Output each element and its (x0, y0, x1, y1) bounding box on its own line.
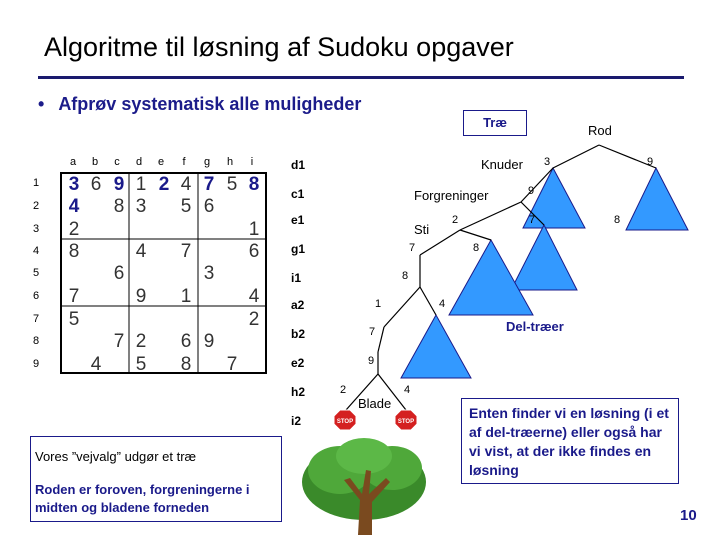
branch-number: 7 (409, 242, 416, 254)
bullet-text: Afprøv systematisk alle muligheder (58, 94, 362, 114)
sudoku-cell: 7 (68, 286, 80, 307)
tree-explanation-line2: Roden er foroven, forgreningerne i midten og bladene forneden (35, 482, 250, 515)
branch-number: 9 (368, 355, 375, 367)
sudoku-cell: 1 (248, 219, 260, 240)
leaves-label: Blade (358, 396, 392, 411)
path-label: d1 (291, 158, 306, 172)
sudoku-cell: 7 (203, 174, 215, 195)
bullet-dot: • (38, 94, 45, 114)
path-label: h2 (291, 385, 306, 399)
stop-sign-label: STOP (397, 419, 415, 425)
sudoku-cell: 6 (90, 174, 102, 195)
sudoku-cell: 8 (180, 354, 192, 375)
stop-sign-right (395, 410, 417, 430)
sudoku-cell: 3 (68, 174, 80, 195)
subtree-triangle (511, 225, 577, 290)
column-header: g (203, 156, 211, 168)
row-header: 9 (32, 358, 40, 370)
tree-icon (302, 438, 426, 535)
sudoku-cell: 2 (68, 219, 80, 240)
root-label: Rod (588, 123, 612, 138)
tree-label-box: Træ (463, 110, 527, 136)
subtrees-label: Del-træer (506, 319, 564, 334)
tree-explanation-line1: Vores ”vejvalg” udgør et træ (35, 449, 197, 464)
sudoku-cell: 2 (158, 174, 170, 195)
sudoku-cell: 8 (68, 241, 80, 262)
column-header: b (91, 156, 99, 168)
stop-sign-label: STOP (336, 419, 354, 425)
row-header: 7 (32, 313, 40, 325)
sudoku-cell: 6 (113, 263, 125, 284)
path-label: a2 (291, 298, 305, 312)
sudoku-cell: 4 (248, 286, 260, 307)
column-header: f (182, 156, 186, 168)
path-label: e2 (291, 356, 305, 370)
sudoku-cell: 1 (180, 286, 192, 307)
branch-number: 7 (529, 214, 536, 226)
column-header: c (114, 156, 120, 168)
sudoku-cell: 6 (180, 331, 192, 352)
row-header: 2 (32, 200, 40, 212)
page-number: 10 (680, 507, 697, 524)
path-label: i1 (291, 271, 302, 285)
sudoku-cell: 9 (135, 286, 147, 307)
column-header: d (135, 156, 143, 168)
result-explanation-box: Enten finder vi en løsning (i et af del-træerne) eller også har vi vist, at der ikke findes en løsning (461, 398, 679, 484)
sudoku-cell: 2 (248, 309, 260, 330)
sudoku-cell: 9 (113, 174, 125, 195)
sudoku-cell: 6 (203, 196, 215, 217)
sudoku-cell: 5 (135, 354, 147, 375)
column-header: a (69, 156, 77, 168)
branch-number: 2 (340, 384, 347, 396)
path-label-sti: Sti (414, 222, 430, 237)
branch-number: 8 (614, 214, 621, 226)
sudoku-cell: 5 (68, 309, 80, 330)
path-label: g1 (291, 242, 306, 256)
sudoku-cell: 3 (203, 263, 215, 284)
branches-label: Forgreninger (414, 188, 489, 203)
path-label: e1 (291, 213, 305, 227)
nodes-label: Knuder (481, 157, 523, 172)
path-label: b2 (291, 327, 306, 341)
sudoku-cell: 5 (226, 174, 238, 195)
stop-sign-left (334, 410, 356, 430)
row-header: 6 (32, 290, 40, 302)
row-header: 3 (32, 223, 40, 235)
sudoku-cell: 6 (248, 241, 260, 262)
sudoku-cell: 4 (180, 174, 192, 195)
branch-number: 2 (452, 214, 459, 226)
branch-number: 1 (375, 298, 382, 310)
subtree-triangle (401, 315, 471, 378)
branch-number: 4 (404, 384, 411, 396)
sudoku-cell: 5 (180, 196, 192, 217)
branch-number: 9 (528, 185, 535, 197)
branch-number: 4 (439, 298, 446, 310)
sudoku-cell: 8 (248, 174, 260, 195)
path-label: i2 (291, 414, 302, 428)
row-header: 5 (32, 267, 40, 279)
page-title: Algoritme til løsning af Sudoku opgaver (44, 32, 514, 62)
sudoku-cell: 1 (135, 174, 147, 195)
path-label: c1 (291, 187, 305, 201)
tree-explanation-box (30, 436, 282, 522)
sudoku-cell: 4 (68, 196, 80, 217)
column-header: i (250, 156, 254, 168)
sudoku-cell: 8 (113, 196, 125, 217)
sudoku-cell: 4 (135, 241, 147, 262)
branch-number: 7 (369, 326, 376, 338)
branch-number: 9 (647, 156, 654, 168)
sudoku-cell: 7 (180, 241, 192, 262)
branch-number: 8 (473, 242, 480, 254)
branch-number: 3 (544, 156, 551, 168)
sudoku-cell: 9 (203, 331, 215, 352)
branch-number: 8 (402, 270, 409, 282)
sudoku-cell: 2 (135, 331, 147, 352)
row-header: 4 (32, 245, 40, 257)
sudoku-cell: 7 (226, 354, 238, 375)
column-header: h (226, 156, 234, 168)
row-header: 1 (32, 177, 40, 189)
sudoku-cell: 4 (90, 354, 102, 375)
sudoku-cell: 7 (113, 331, 125, 352)
column-header: e (157, 156, 165, 168)
row-header: 8 (32, 335, 40, 347)
subtree-triangle (626, 168, 688, 230)
sudoku-cell: 3 (135, 196, 147, 217)
